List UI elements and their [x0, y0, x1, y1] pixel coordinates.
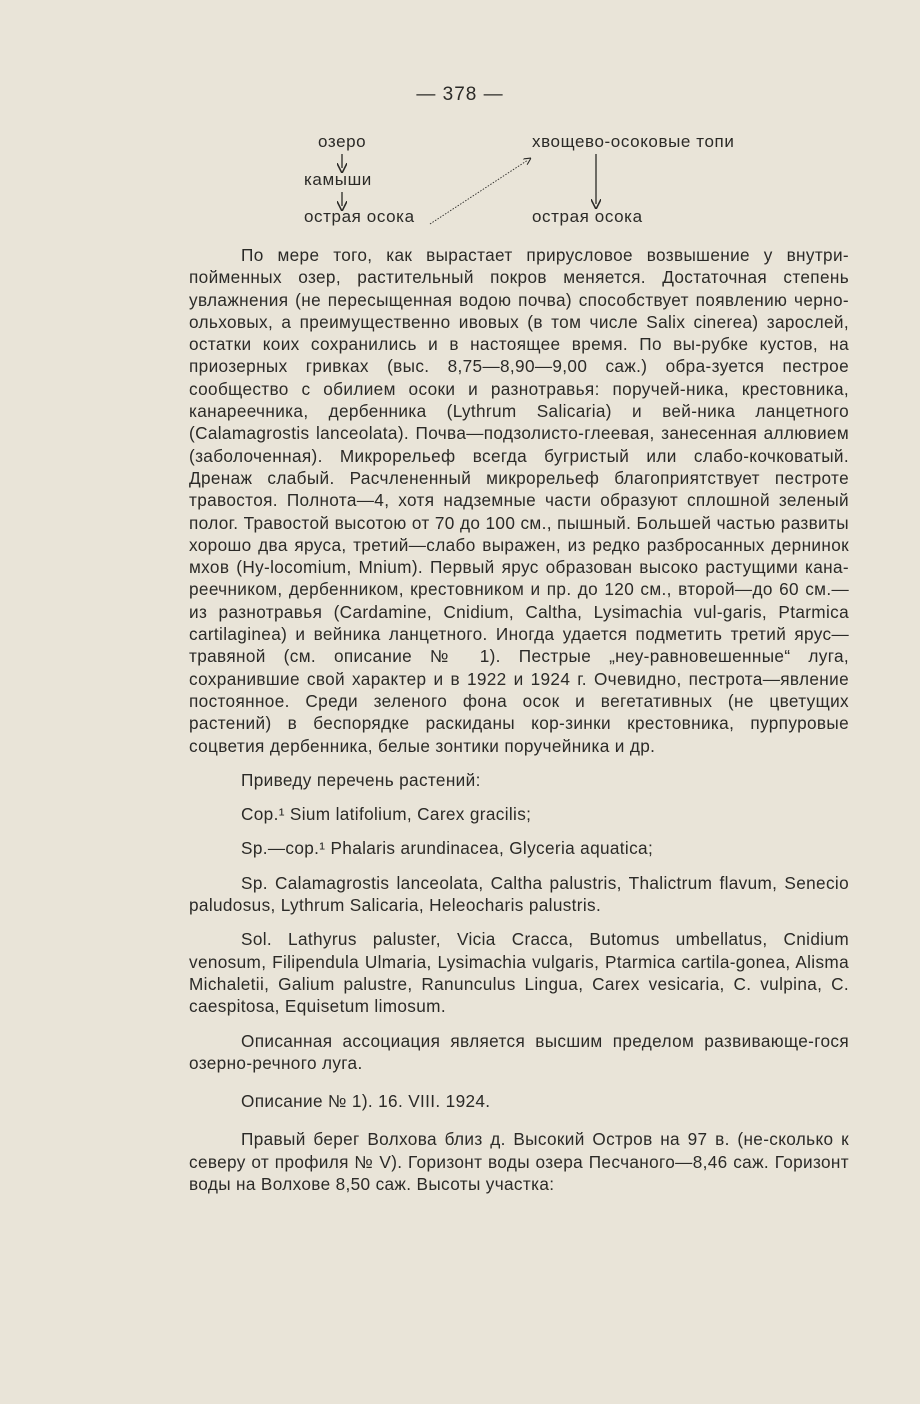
species-group-cop: Cop.¹ Sium latifolium, Carex gracilis;: [241, 804, 532, 825]
species-group-sol: Sol. Lathyrus paluster, Vicia Cracca, Butomus umbellatus, Cnidium venosum, Filipendula Ulmaria, Lysimachia vulgaris, Ptarmica cartila-gonea, Alisma Michaletii, Galium palustre, Ranunculus Lingua, Carex vesicaria, C. vulpina, C. caespitosa, Equisetum limosum.: [189, 929, 849, 1017]
species-group-sp: Sp. Calamagrostis lanceolata, Caltha palustris, Thalictrum flavum, Senecio paludosus, Lythrum Salicaria, Heleocharis palustris.: [189, 872, 849, 916]
diagram-node-sedge-left: острая осока: [304, 207, 415, 226]
paragraph-conclusion: Описанная ассоциация является высшим пределом развивающе-гося озерно-речного луга.: [189, 1030, 849, 1073]
succession-diagram: [0, 0, 920, 240]
paragraph-description: По мере того, как вырастает прирусловое возвышение у внутри-пойменных озер, растительный покров меняется. Достаточная степень увлажнения (не пересыщенная водою почва) способствует появлению черно-ольховых, а преимущественно ивовых (в том числе Salix cinerea) зарослей, остатки коих сохранились и в настоящее время. По вы-рубке кустов, на приозерных гривках (выс. 8,75—8,90—9,00 саж.) обра-зуется пестрое сообщество с обилием осоки и разнотравья: поручей-ника, крестовника, канареечника, дербенника (Lythrum Salicaria) и вей-ника ланцетного (Calamagrostis lanceolata). Почва—подзолисто-глеевая, занесенная аллювием (заболоченная). Микрорельеф всегда бугристый или слабо-кочковатый. Дренаж слабый. Расчлененный микрорельеф благоприятствует пестроте травостоя. Полнота—4, хотя надземные части образуют сплошной зеленый полог. Травостой высотою от 70 до 100 см., пышный. Большей частью развиты хорошо два яруса, третий—слабо выражен, из редко разбросанных дернинок мхов (Hy-locomium, Mnium). Первый ярус образован высоко растущими кана-реечником, дербенником, крестовником и пр. до 120 см., второй—до 60 см.—из разнотравья (Cardamine, Cnidium, Caltha, Lysimachia vul-garis, Ptarmica cartilaginea) и вейника ланцетного. Иногда удается подметить третий ярус—травяной (см. описание № 1). Пестрые „неу-равновешенные“ луга, сохранившие свой характер и в 1922 и 1924 г. Очевидно, пестрота—явление постоянное. Среди зеленого фона осок и вегетативных (не цветущих растений) в беспорядке раскиданы кор-зинки крестовника, пурпуровые соцветия дербенника, белые зонтики поручейника и др.: [189, 245, 849, 756]
paragraph-site-description: Правый берег Волхова близ д. Высокий Остров на 97 в. (не-сколько к северу от профиля № V). Горизонт воды озера Песчаного—8,46 саж. Горизонт воды на Волхове 8,50 саж. Высоты участка:: [189, 1129, 849, 1194]
species-group-sp-cop: Sp.—cop.¹ Phalaris arundinacea, Glyceria aquatica;: [241, 838, 654, 859]
diagram-node-horsetail-bogs: хвощево-осоковые топи: [532, 132, 735, 151]
diagram-arrows: [0, 0, 920, 240]
diagram-node-sedge-right: острая осока: [532, 207, 643, 226]
diagram-node-lake: озеро: [318, 132, 367, 151]
arrow-diagonal: [430, 160, 528, 224]
paragraph-plant-list-intro: Приведу перечень растений:: [241, 769, 481, 790]
diagram-node-reeds: камыши: [304, 170, 372, 189]
page-number: — 378 —: [416, 84, 504, 105]
main-text: [189, 244, 849, 1195]
description-heading: Описание № 1). 16. VIII. 1924.: [241, 1091, 491, 1112]
